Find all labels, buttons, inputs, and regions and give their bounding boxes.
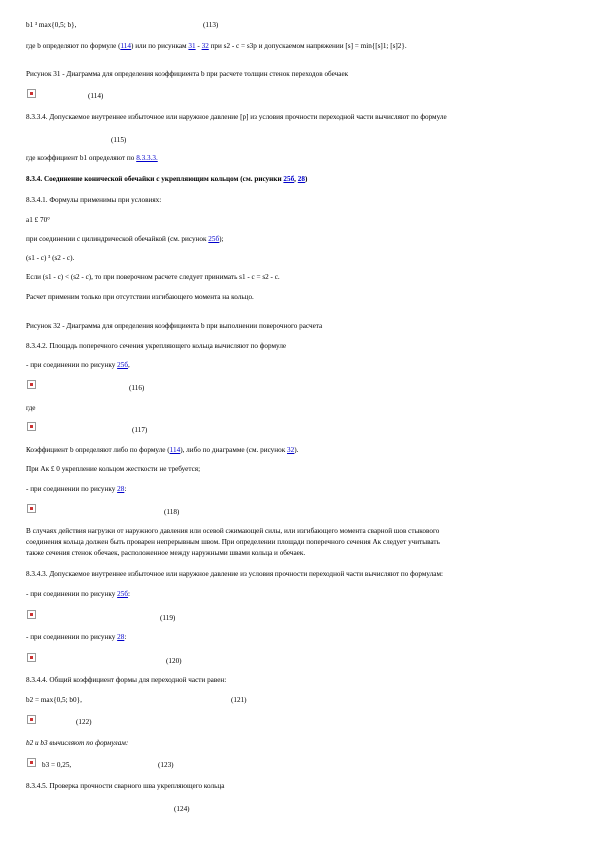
text-line: 8.3.4.1. Формулы применимы при условиях: [26, 196, 162, 204]
broken-image-icon [27, 422, 36, 431]
formula-text: b3 = 0,25, [42, 761, 72, 769]
formula-text: b1 ³ max{0,5; b}, [26, 21, 77, 29]
equation-number: (113) [203, 21, 219, 29]
link-figure-25b[interactable]: 25б [117, 590, 128, 598]
link-figure-32[interactable]: 32 [201, 42, 209, 50]
text-span: : [124, 485, 127, 493]
equation-number: (116) [129, 384, 145, 392]
equation-number: (115) [111, 136, 127, 144]
text-span: - при соединении по рисунку [26, 361, 118, 369]
link-figure-28[interactable]: 28 [117, 633, 125, 641]
text-line: Расчет применим только при отсутствии изгибающего момента на кольцо. [26, 293, 254, 301]
text-line [26, 485, 126, 494]
link-formula-114[interactable]: 114 [120, 42, 131, 50]
broken-image-icon [27, 380, 36, 389]
text-line: 8.3.4.2. Площадь поперечного сечения укрепляющего кольца вычисляют по формуле [26, 342, 287, 350]
text-span: при соединении с цилиндрической обечайкой (см. рисунок [26, 235, 209, 243]
link-figure-28[interactable]: 28 [117, 485, 125, 493]
text-span: при s2 - c = s3p и допускаемом напряжении [s] = min{[s]1; [s]2}. [208, 42, 407, 50]
broken-image-icon [27, 758, 36, 767]
text-line [26, 361, 130, 370]
broken-image-icon [27, 89, 36, 98]
text-line: где [26, 404, 36, 412]
text-line [26, 154, 158, 163]
text-span: - [195, 42, 202, 50]
formula-text: b2 = max{0,5; b0}, [26, 696, 82, 704]
link-figure-28[interactable]: 28 [297, 175, 305, 183]
text-line: a1 £ 70° [26, 216, 51, 224]
equation-number: (121) [231, 696, 247, 704]
link-formula-114[interactable]: 114 [169, 446, 181, 454]
text-line: (s1 - c) ³ (s2 - c). [26, 254, 75, 262]
equation-number: (122) [76, 718, 92, 726]
equation-number: (123) [158, 761, 174, 769]
text-line: также сечения стенок обечаек, расположенное между наружными швами кольца и обечаек. [26, 549, 306, 557]
equation-number: (117) [132, 426, 148, 434]
text-span: - при соединении по рисунку [26, 633, 118, 641]
broken-image-icon [27, 653, 36, 662]
text-line: 8.3.4.4. Общий коэффициент формы для переходной части равен: [26, 676, 227, 684]
text-line: При Ак £ 0 укрепление кольцом жесткости не требуется; [26, 465, 201, 473]
text-line [26, 590, 130, 599]
link-figure-25b[interactable]: 25б [208, 235, 220, 243]
text-span: Коэффициент b определяют либо по формуле ( [26, 446, 170, 454]
figure-caption: Рисунок 31 - Диаграмма для определения коэффициента b при расчете толщин стенок переходов обечаек [26, 70, 349, 78]
equation-number: (119) [160, 614, 176, 622]
equation-number: (114) [88, 92, 104, 100]
text-line [26, 446, 298, 455]
text-span: ); [219, 235, 224, 243]
text-span: , [127, 361, 130, 369]
equation-number: (120) [166, 657, 182, 665]
broken-image-icon [27, 504, 36, 513]
link-figure-25b[interactable]: 25б [117, 361, 128, 369]
text-line [26, 235, 224, 244]
text-line: 8.3.4.5. Проверка прочности сварного шва укрепляющего кольца [26, 782, 225, 790]
text-span: ). [294, 446, 299, 454]
text-span: - при соединении по рисунку [26, 485, 118, 493]
text-span: : [127, 590, 130, 598]
text-span: - при соединении по рисунку [26, 590, 118, 598]
text-span: ), либо по диаграмме (см. рисунок [180, 446, 287, 454]
text-span: : [124, 633, 127, 641]
link-figure-31[interactable]: 31 [188, 42, 196, 50]
text-span: где b определяют по формуле ( [26, 42, 121, 50]
broken-image-icon [27, 610, 36, 619]
figure-caption: Рисунок 32 - Диаграмма для определения коэффициента b при выполнении поверочного расчета [26, 322, 323, 330]
section-heading [26, 175, 307, 184]
text-line [26, 42, 407, 51]
text-line: В случаях действия нагрузки от наружного давления или осевой сжимающей силы, или изгибающего момента сварной шов стыкового [26, 527, 440, 535]
equation-number: (124) [174, 805, 190, 813]
broken-image-icon [27, 715, 36, 724]
text-span: ) [304, 175, 308, 183]
text-line: b2 и b3 вычисляют по формулам: [26, 739, 129, 747]
link-section-8-3-3-3[interactable]: 8.3.3.3. [136, 154, 158, 162]
text-line: соединения кольца должен быть проварен непрерывным швом. При определении площади поперечного сечения Ак следует учитывать [26, 538, 440, 546]
equation-number: (118) [164, 508, 180, 516]
text-span: ) или по рисункам [131, 42, 189, 50]
text-line: 8.3.4.3. Допускаемое внутреннее избыточное или наружное давление из условия прочности переходной части вычисляют по формулам: [26, 570, 444, 578]
text-line [26, 633, 126, 642]
text-line: Если (s1 - c) < (s2 - c), то при поверочном расчете следует принимать s1 - c = s2 - c. [26, 273, 280, 281]
text-span: где коэффициент b1 определяют по [26, 154, 137, 162]
text-line: 8.3.3.4. Допускаемое внутреннее избыточное или наружное давление [p] из условия прочности переходной части вычисляют по формуле [26, 113, 447, 121]
formula-113 [26, 21, 219, 30]
text-span: , [294, 175, 298, 183]
text-span: 8.3.4. Соединение конической обечайки с укрепляющим кольцом (см. рисунки [26, 175, 284, 183]
link-figure-25b[interactable]: 25б [283, 175, 295, 183]
formula-121 [26, 696, 247, 705]
link-figure-32[interactable]: 32 [287, 446, 295, 454]
